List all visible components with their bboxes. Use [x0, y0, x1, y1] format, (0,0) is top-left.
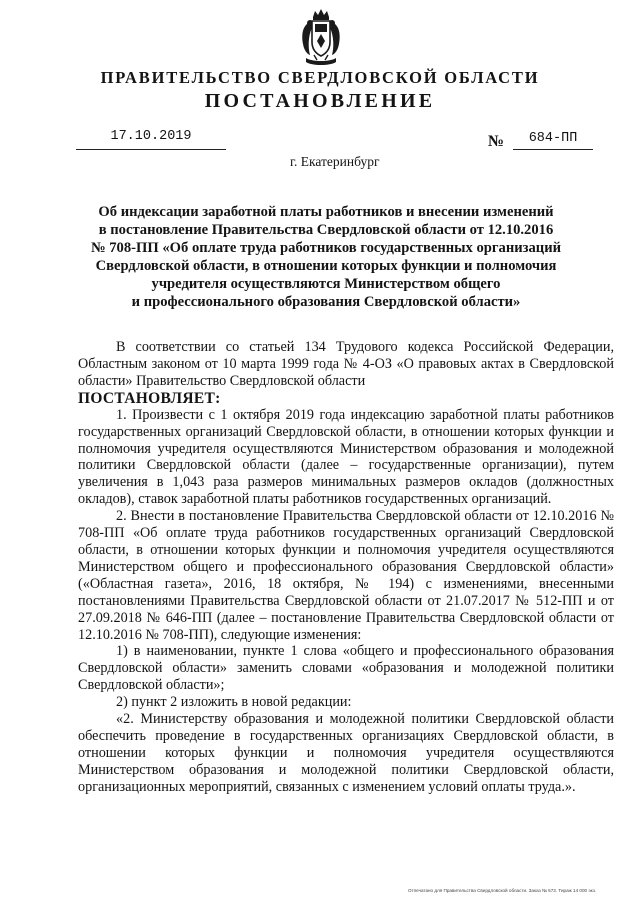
resolve-heading: ПОСТАНОВЛЯЕТ:: [78, 389, 221, 407]
subject-line: в постановление Правительства Свердловской области от 12.10.2016: [98, 222, 554, 239]
subject-line: учредителя осуществляются Министерством общего: [151, 276, 501, 293]
subject-line: и профессионального образования Свердловской области»: [131, 294, 521, 311]
clause-2-item-1: 1) в наименовании, пункте 1 слова «общего и профессионального образования Свердловской области» заменить словами «образования и молодежной политики Свердловской области»;: [78, 643, 614, 694]
document-body: [78, 339, 614, 796]
subject-line: Об индексации заработной платы работников и внесении изменений: [98, 204, 554, 220]
number-sign: №: [488, 133, 505, 150]
print-footer-note: Отпечатано для Правительства Свердловской области. Заказ № 573. Тираж 14 000 экз.: [408, 888, 597, 893]
document-type: ПОСТАНОВЛЕНИЕ: [204, 90, 436, 112]
clause-2: 2. Внести в постановление Правительства Свердловской области от 12.10.2016 № 708-ПП «Об оплате труда работников государственных организаций Свердловской области, в отношении которых функции и полномочия учредителя осуществляются Министерством общего и профессионального образования Свердловской области» («Областная газета», 2016, 18 октября, № 194) с изменениями, внесенными постановлениями Правительства Свердловской области от 21.07.2017 № 512-ПП и от 27.09.2018 № 646-ПП (далее – постановление Правительства Свердловской области от 12.10.2016 № 708-ПП), следующие изменения:: [78, 508, 614, 643]
clause-2-item-2-quote: «2. Министерству образования и молодежной политики Свердловской области обеспечить проведение в государственных организациях Свердловской области, в отношении которых функции и полномочия учредителя осуществляются Министерством образования и молодежной политики Свердловской области, организационных мероприятий, связанных с изменением условий оплаты труда.».: [78, 711, 614, 795]
subject-line: Свердловской области, в отношении которых функции и полномочия: [95, 258, 557, 275]
document-number: 684-ПП: [513, 131, 593, 150]
sverdlovsk-coat-of-arms-icon: [298, 8, 344, 68]
document-date: 17.10.2019: [76, 129, 226, 150]
preamble-paragraph: В соответствии со статьей 134 Трудового кодекса Российской Федерации, Областным законом от 10 марта 1999 года № 4-ОЗ «О правовых актах в Свердловской области» Правительство Свердловской области: [78, 339, 614, 389]
subject-line: № 708-ПП «Об оплате труда работников государственных организаций: [90, 240, 562, 257]
clause-1: 1. Произвести с 1 октября 2019 года индексацию заработной платы работников государственных организаций Свердловской области, в отношении которых функции и полномочия учредителя осуществляются Министерством образования и молодежной политики Свердловской области (далее – государственные организации), путем увеличения в 1,043 раза размеров минимальных размеров окладов (должностных окладов), ставок заработной платы работников государственных организаций.: [78, 406, 614, 508]
document-subject: [60, 203, 592, 312]
clause-2-item-2: 2) пункт 2 изложить в новой редакции:: [116, 694, 352, 711]
city: г. Екатеринбург: [290, 154, 380, 169]
government-title: ПРАВИТЕЛЬСТВО СВЕРДЛОВСКОЙ ОБЛАСТИ: [100, 68, 540, 87]
